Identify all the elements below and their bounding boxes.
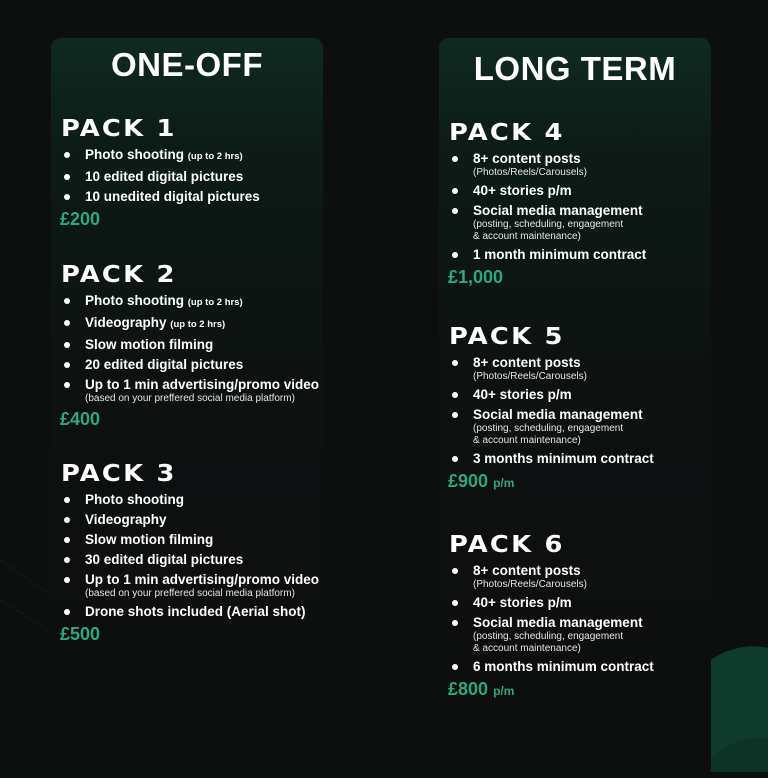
pack-5 [439,324,711,492]
price: £1,000 [448,267,504,287]
bullet-icon [452,620,458,626]
bullet-icon [452,600,458,606]
bullet-icon [452,252,458,258]
list-item: 40+ stories p/m [449,386,711,403]
bullet-icon [452,412,458,418]
bullet-icon [452,208,458,214]
list-item: 40+ stories p/m [449,594,711,611]
pack-title: PACK 6 [449,532,565,558]
pack-2 [51,262,323,430]
list-item: Videography (up to 2 hrs) [61,314,323,333]
list-item: 1 month minimum contract [449,246,711,263]
bullet-icon [64,320,70,326]
bullet-icon [452,392,458,398]
list-item: Slow motion filming [61,336,323,353]
pack-6 [439,532,711,700]
bullet-icon [64,174,70,180]
bullet-icon [64,517,70,523]
one-off-title: ONE-OFF [111,46,263,83]
pack-title: PACK 3 [61,461,177,487]
list-item: Social media management (posting, scheduling, engagement & account maintenance) [449,406,711,447]
list-item: 10 edited digital pictures [61,168,323,185]
bullet-icon [64,382,70,388]
bullet-icon [64,537,70,543]
bullet-icon [64,298,70,304]
pack-title: PACK 2 [61,262,177,288]
long-term-title: LONG TERM [473,50,677,87]
list-item: 20 edited digital pictures [61,356,323,373]
bullet-icon [64,609,70,615]
pack-title: PACK 4 [449,120,565,146]
list-item: Photo shooting (up to 2 hrs) [61,292,323,311]
bullet-icon [452,156,458,162]
bullet-icon [64,152,70,158]
pack-title: PACK 1 [61,116,177,142]
long-term-panel [439,38,711,778]
bullet-icon [452,456,458,462]
list-item: Social media management (posting, scheduling, engagement & account maintenance) [449,614,711,655]
list-item: Up to 1 min advertising/promo video (based on your preffered social media platform) [61,571,323,600]
bullet-icon [64,194,70,200]
bullet-icon [64,497,70,503]
list-item: 6 months minimum contract [449,658,711,675]
price: £800 p/m [448,679,515,699]
list-item: Slow motion filming [61,531,323,548]
list-item: 40+ stories p/m [449,182,711,199]
price: £500 [60,624,101,644]
list-item: Drone shots included (Aerial shot) [61,603,323,620]
price: £400 [60,409,101,429]
list-item: Social media management (posting, scheduling, engagement & account maintenance) [449,202,711,243]
bullet-icon [452,664,458,670]
bullet-icon [64,577,70,583]
list-item: 10 unedited digital pictures [61,188,323,205]
price: £900 p/m [448,471,515,491]
pack-4 [439,120,711,288]
pack-1 [51,116,323,230]
bullet-icon [452,360,458,366]
list-item: Photo shooting (up to 2 hrs) [61,146,323,165]
list-item: 8+ content posts (Photos/Reels/Carousels) [449,562,711,591]
list-item: Photo shooting [61,491,323,508]
list-item: Up to 1 min advertising/promo video (based on your preffered social media platform) [61,376,323,405]
bullet-icon [452,188,458,194]
list-item: Videography [61,511,323,528]
list-item: 3 months minimum contract [449,450,711,467]
price: £200 [60,209,101,229]
bullet-icon [64,342,70,348]
pack-title: PACK 5 [449,324,565,350]
bullet-icon [64,557,70,563]
bullet-icon [452,568,458,574]
bullet-icon [64,362,70,368]
list-item: 8+ content posts (Photos/Reels/Carousels) [449,354,711,383]
one-off-panel [51,38,323,778]
pack-3 [51,461,323,645]
list-item: 8+ content posts (Photos/Reels/Carousels) [449,150,711,179]
list-item: 30 edited digital pictures [61,551,323,568]
